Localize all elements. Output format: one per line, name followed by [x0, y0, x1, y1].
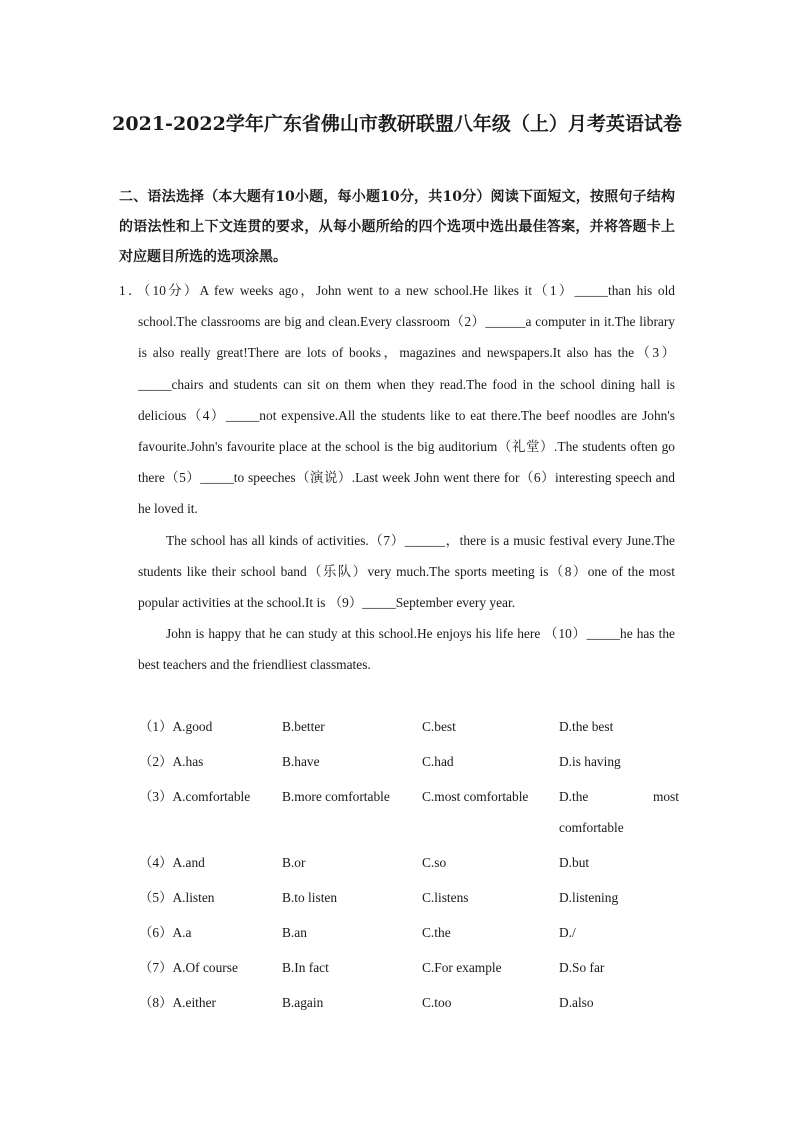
passage-paragraph-3: John is happy that he can study at this school.He enjoys his life here （10）_____he has the best teachers and the friendliest classmates.: [138, 626, 675, 673]
option-c: C.so: [422, 855, 447, 870]
option-c: C.listens: [422, 890, 469, 905]
option-d: D.listening: [559, 890, 619, 905]
option-d: D.the most comfortable: [559, 789, 679, 835]
option-c: C.most comfortable: [422, 789, 529, 804]
option-b: B.have: [282, 754, 320, 769]
option-b: B.or: [282, 855, 306, 870]
option-d: D./: [559, 925, 576, 940]
option-c: C.the: [422, 925, 451, 940]
options-table: [139, 711, 679, 1022]
option-c: C.best: [422, 719, 456, 734]
option-b: B.better: [282, 719, 325, 734]
option-b: B.again: [282, 995, 324, 1010]
option-c: C.too: [422, 995, 452, 1010]
option-b: B.an: [282, 925, 307, 940]
section-instructions: 二、语法选择（本大题有10小题，每小题10分，共10分）阅读下面短文，按照句子结构的语法性和上下文连贯的要求，从每小题所给的四个选项中选出最佳答案，并将答题卡上对应题目所选的选项涂黑。: [119, 189, 675, 265]
option-a: （4）A.and: [139, 855, 205, 870]
option-row: [139, 952, 679, 983]
option-row: [139, 781, 679, 843]
option-d: D.is having: [559, 754, 621, 769]
option-a: （1）A.good: [139, 719, 213, 734]
option-row: [139, 711, 679, 742]
option-row: [139, 917, 679, 948]
option-d: D.the best: [559, 719, 614, 734]
option-b: B.to listen: [282, 890, 338, 905]
option-a: （8）A.either: [139, 995, 216, 1010]
option-a: （7）A.Of course: [139, 960, 238, 975]
option-row: [139, 882, 679, 913]
option-row: [139, 746, 679, 777]
option-c: C.For example: [422, 960, 502, 975]
option-b: B.more comfortable: [282, 789, 390, 804]
option-d: D.So far: [559, 960, 605, 975]
passage-paragraph-2: The school has all kinds of activities.（7）______，there is a music festival every June.The students like their school band（乐队）very much.The sports meeting is（8）one of the most popular activities at the school.It is （9）_____September every year.: [138, 532, 675, 611]
option-a: （6）A.a: [139, 925, 192, 940]
option-b: B.In fact: [282, 960, 329, 975]
option-row: [139, 987, 679, 1018]
option-c: C.had: [422, 754, 454, 769]
option-a: （5）A.listen: [139, 890, 215, 905]
page-title: 2021-2022学年广东省佛山市教研联盟八年级（上）月考英语试卷: [112, 113, 682, 135]
option-row: [139, 847, 679, 878]
option-d: D.but: [559, 855, 590, 870]
option-a: （2）A.has: [139, 754, 204, 769]
option-d: D.also: [559, 995, 594, 1010]
passage: [119, 275, 675, 681]
passage-paragraph-1: 1．（10分）A few weeks ago，John went to a new school.He likes it（1）_____than his old school.The classrooms are big and clean.Every classroom（2）______a computer in it.The library is also really great!There are lots of books，magazines and newspapers.It also has the（3）_____chairs and students can sit on them when they read.The food in the school dining hall is delicious（4）_____not expensive.All the students like to eat there.The beef noodles are John's favourite.John's favourite place at the school is the big auditorium（礼堂）.The students often go there（5）_____to speeches（演说）.Last week John went there for（6）interesting speech and he loved it.: [119, 283, 675, 517]
option-a: （3）A.comfortable: [139, 789, 251, 804]
